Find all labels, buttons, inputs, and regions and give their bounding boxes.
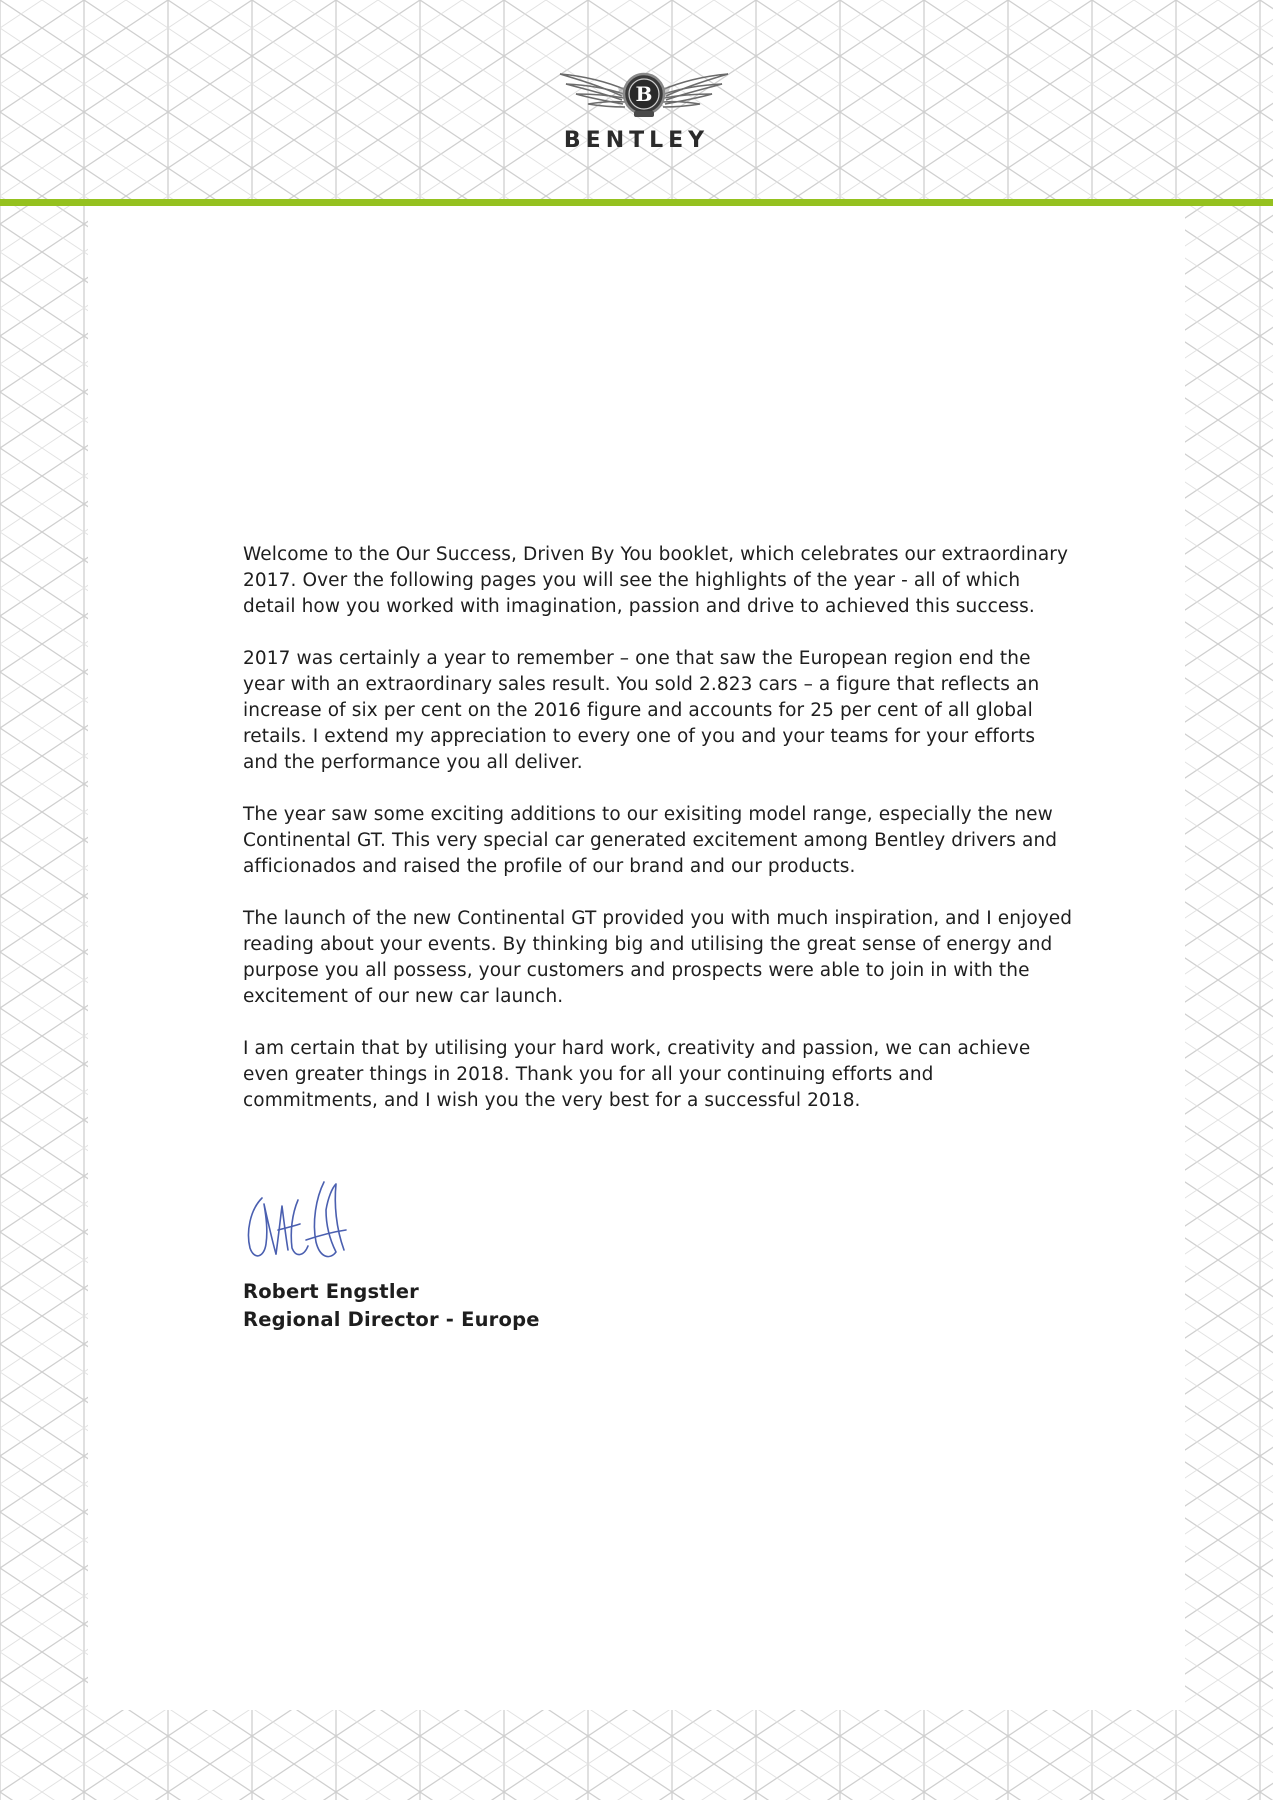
letter-paragraph: Welcome to the Our Success, Driven By You booklet, which celebrates our extraordinary 2017. Over the following pages you will see the highlights of the year - all of which detail how you worked with imagination, passion and drive to achieved this success.	[243, 544, 1069, 617]
bentley-winged-b-logo-icon	[556, 58, 732, 128]
signatory-name: Robert Engstler	[243, 1280, 419, 1303]
letter-paragraph: The launch of the new Continental GT provided you with much inspiration, and I enjoyed reading about your events. By thinking big and utilising the great sense of energy and purpose you all possess, your customers and prospects were able to join in with the excitement of our new car launch.	[243, 908, 1073, 1007]
header-green-rule	[0, 199, 1273, 206]
letter-header	[0, 0, 1273, 200]
letter-paragraph: The year saw some exciting additions to our exisiting model range, especially the new Continental GT. This very special car generated excitement among Bentley drivers and afficionados and raised the profile of our brand and our products.	[243, 804, 1058, 877]
letter-paragraph: I am certain that by utilising your hard work, creativity and passion, we can achieve even greater things in 2018. Thank you for all your continuing efforts and commitments, and I wish you the very best for a successful 2018.	[243, 1038, 1031, 1111]
signoff-block	[243, 1278, 540, 1334]
handwritten-signature	[240, 1170, 370, 1270]
signatory-title: Regional Director - Europe	[243, 1308, 540, 1331]
brand-wordmark: BENTLEY	[563, 128, 710, 153]
svg-text:B: B	[635, 82, 653, 106]
letter-paragraph: 2017 was certainly a year to remember – one that saw the European region end the year with an extraordinary sales result. You sold 2.823 cars – a figure that reflects an increase of six per cent on the 2016 figure and accounts for 25 per cent of all global retails. I extend my appreciation to every one of you and your teams for your efforts and the performance you all deliver.	[243, 648, 1040, 773]
letter-body	[243, 542, 1073, 1140]
